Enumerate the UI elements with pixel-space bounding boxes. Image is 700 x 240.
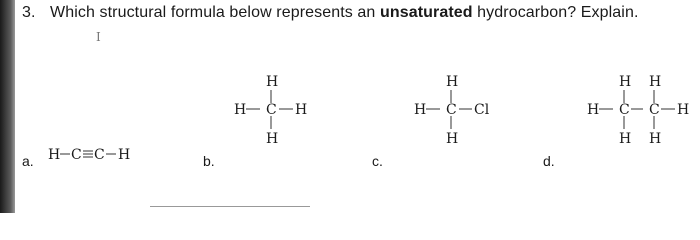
question-text-after: hydrocarbon? Explain. [472, 4, 639, 21]
atom-h: H [677, 102, 690, 118]
option-d-letter: d. [543, 153, 555, 169]
atom-h: H [295, 102, 308, 118]
atom-h: H [266, 74, 279, 90]
atom-h: H [619, 131, 632, 147]
question-text-before: Which structural formula below represents an [50, 4, 380, 21]
atom-h: H [266, 131, 279, 147]
atom-h: H [414, 102, 427, 118]
atom-c: C [446, 102, 457, 118]
question-number: 3. [22, 4, 36, 21]
atom-c: C [71, 147, 82, 163]
atom-h: H [649, 131, 662, 147]
atom-h: H [649, 74, 662, 90]
atom-h: H [48, 147, 61, 163]
option-a-letter: a. [22, 153, 34, 169]
atom-h: H [619, 74, 632, 90]
atom-h: H [118, 147, 131, 163]
atom-cl: Cl [474, 102, 490, 118]
formula-c [414, 74, 490, 147]
formula-a [48, 147, 130, 163]
formula-b [234, 74, 307, 147]
atom-c: C [94, 147, 105, 163]
cropped-content-edge [150, 206, 310, 214]
option-b-letter: b. [203, 153, 215, 169]
atom-c: C [649, 102, 660, 118]
option-c-letter: c. [372, 153, 383, 169]
formula-d [587, 74, 689, 147]
question-emphasis: unsaturated [379, 4, 473, 21]
atom-c: C [619, 102, 630, 118]
atom-h: H [446, 131, 459, 147]
atom-c: C [266, 102, 277, 118]
atom-h: H [446, 74, 459, 90]
atom-h: H [587, 102, 600, 118]
atom-h: H [234, 102, 247, 118]
text-cursor-icon: I [96, 30, 101, 44]
